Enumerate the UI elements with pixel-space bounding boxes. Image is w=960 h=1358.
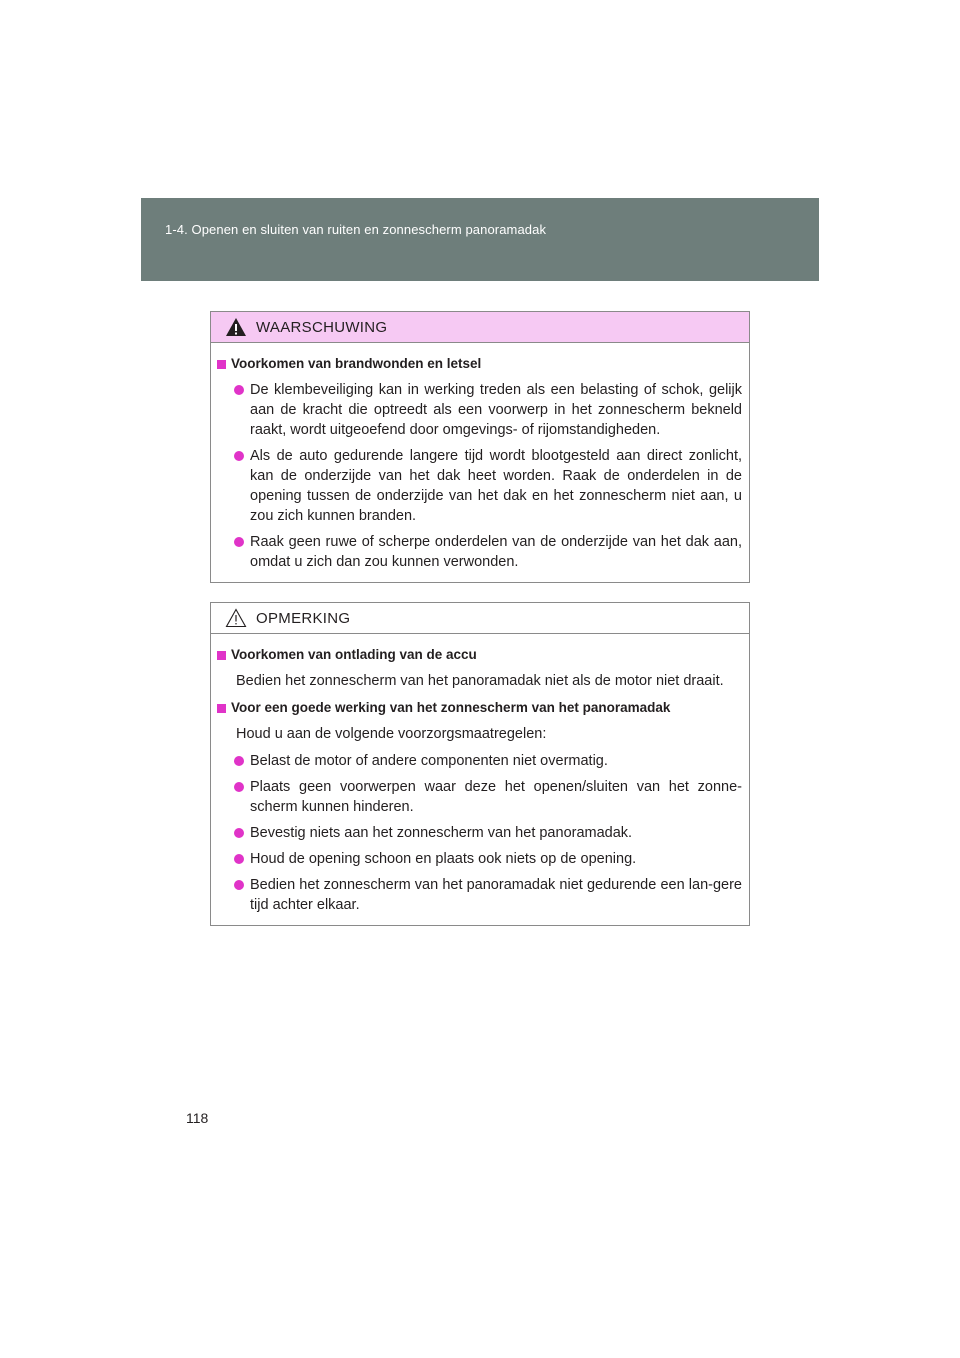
square-bullet-icon [217,651,226,660]
section-title: 1-4. Openen en sluiten van ruiten en zonnescherm panoramadak [165,222,547,237]
warning-body [211,343,749,572]
notice-bullet-text: Houd de opening schoon en plaats ook niets op de opening. [250,851,637,867]
dot-bullet-icon [234,828,244,838]
dot-bullet-icon [234,756,244,766]
warning-header [211,312,749,343]
notice-bullet [217,823,742,843]
notice-heading-text: Voorkomen van ontlading van de accu [231,647,477,662]
notice-label: OPMERKING [256,609,351,627]
notice-paragraph: Houd u aan de volgende voorzorgsmaatregelen: [236,726,547,742]
notice-bullet-text: Bevestig niets aan het zonnescherm van het panoramadak. [250,825,633,841]
warning-bullet [217,446,742,526]
dot-bullet-icon [234,451,244,461]
notice-heading [217,698,742,718]
warning-heading [217,354,742,374]
warning-bullet [217,532,742,572]
notice-box [210,602,750,926]
notice-bullet-text: Bedien het zonnescherm van het panoramadak niet gedurende een lan-gere tijd achter elkaar. [250,877,742,913]
notice-bullet [217,777,742,817]
warning-box [210,311,750,583]
notice-header [211,603,749,634]
notice-bullet [217,751,742,771]
notice-bullet [217,849,742,869]
warning-label: WAARSCHUWING [256,318,388,336]
warning-triangle-filled-icon [225,317,247,337]
caution-triangle-outline-icon [225,608,247,628]
section-header-band [141,198,819,281]
warning-bullet [217,380,742,440]
warning-heading-text: Voorkomen van brandwonden en letsel [231,356,482,371]
notice-heading [217,645,742,665]
notice-heading-text: Voor een goede werking van het zonnescherm van het panoramadak [231,700,671,715]
square-bullet-icon [217,704,226,713]
warning-bullet-text: De klembeveiliging kan in werking treden als een belasting of schok, gelijk aan de kracht die optreedt als een voorwerp in het zonnescherm bekneld raakt, wordt uitgeoefend door omgevings- of rijomstandigheden. [250,382,742,438]
dot-bullet-icon [234,880,244,890]
dot-bullet-icon [234,537,244,547]
page-number: 118 [186,1110,209,1126]
dot-bullet-icon [234,782,244,792]
dot-bullet-icon [234,854,244,864]
notice-bullet-text: Belast de motor of andere componenten niet overmatig. [250,753,608,769]
warning-bullet-text: Raak geen ruwe of scherpe onderdelen van de onderzijde van het dak aan, omdat u zich dan zou kunnen verwonden. [250,534,742,570]
warning-bullet-text: Als de auto gedurende langere tijd wordt blootgesteld aan direct zonlicht, kan de onderzijde van het dak heet worden. Raak de onderdelen in de opening tussen de onderzijde van het dak en het zonnescherm niet aan, u zou zich kunnen branden. [250,448,742,524]
notice-bullet-text: Plaats geen voorwerpen waar deze het openen/sluiten van het zonne-scherm kunnen hinderen. [250,779,742,815]
notice-bullet [217,875,742,915]
notice-paragraph: Bedien het zonnescherm van het panoramadak niet als de motor niet draait. [236,673,724,689]
square-bullet-icon [217,360,226,369]
notice-body [211,634,749,915]
dot-bullet-icon [234,385,244,395]
